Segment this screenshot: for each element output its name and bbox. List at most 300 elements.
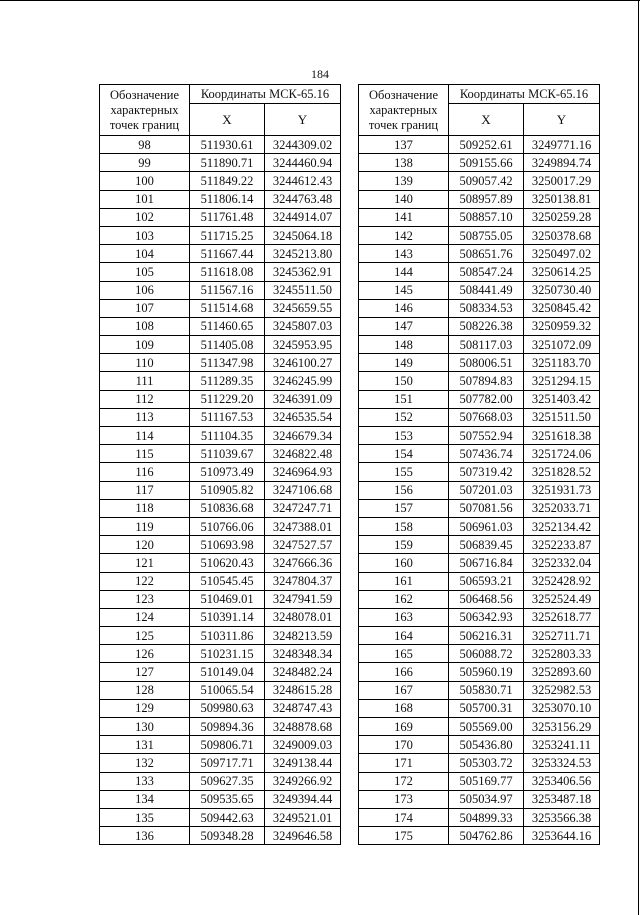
- y-coordinate-cell: 3246100.27: [265, 354, 341, 372]
- table-row: [100, 427, 341, 445]
- point-id-cell: 115: [100, 445, 190, 463]
- x-coordinate-cell: 505436.80: [449, 736, 524, 754]
- y-coordinate-cell: 3245807.03: [265, 317, 341, 335]
- y-coordinate-cell: 3248615.28: [265, 681, 341, 699]
- y-coordinate-cell: 3253406.56: [524, 772, 600, 790]
- table-row: [100, 408, 341, 426]
- point-id-cell: 144: [359, 263, 449, 281]
- point-id-cell: 166: [359, 663, 449, 681]
- point-id-cell: 165: [359, 645, 449, 663]
- table-row: [100, 736, 341, 754]
- table-row: [359, 718, 600, 736]
- y-coordinate-cell: 3252033.71: [524, 499, 600, 517]
- table-row: [359, 245, 600, 263]
- y-coordinate-cell: 3245362.91: [265, 263, 341, 281]
- table-row: [100, 317, 341, 335]
- x-coordinate-cell: 506342.93: [449, 608, 524, 626]
- x-coordinate-cell: 509442.63: [190, 808, 265, 826]
- table-row: [359, 463, 600, 481]
- y-coordinate-cell: 3250845.42: [524, 299, 600, 317]
- y-coordinate-cell: 3249394.44: [265, 790, 341, 808]
- point-id-cell: 124: [100, 608, 190, 626]
- table-row: [100, 572, 341, 590]
- table-row: [359, 536, 600, 554]
- table-row: [359, 445, 600, 463]
- header-point-id-line: Обозначение: [109, 87, 180, 102]
- x-coordinate-cell: 506593.21: [449, 572, 524, 590]
- point-id-cell: 135: [100, 808, 190, 826]
- x-coordinate-cell: 509894.36: [190, 718, 265, 736]
- x-coordinate-cell: 511567.16: [190, 281, 265, 299]
- point-id-cell: 110: [100, 354, 190, 372]
- point-id-cell: 149: [359, 354, 449, 372]
- y-coordinate-cell: 3253324.53: [524, 754, 600, 772]
- x-coordinate-cell: 507668.03: [449, 408, 524, 426]
- point-id-cell: 126: [100, 645, 190, 663]
- y-coordinate-cell: 3249266.92: [265, 772, 341, 790]
- point-id-cell: 108: [100, 317, 190, 335]
- table-row: [100, 208, 341, 226]
- y-coordinate-cell: 3252332.04: [524, 554, 600, 572]
- table-row: [100, 790, 341, 808]
- x-coordinate-cell: 510545.45: [190, 572, 265, 590]
- table-body-right: [359, 136, 600, 845]
- table-row: [100, 536, 341, 554]
- x-coordinate-cell: 510311.86: [190, 627, 265, 645]
- table-row: [359, 627, 600, 645]
- table-row: [359, 190, 600, 208]
- point-id-cell: 104: [100, 245, 190, 263]
- point-id-cell: 172: [359, 772, 449, 790]
- point-id-cell: 143: [359, 245, 449, 263]
- point-id-cell: 120: [100, 536, 190, 554]
- x-coordinate-cell: 507319.42: [449, 463, 524, 481]
- y-coordinate-cell: 3251511.50: [524, 408, 600, 426]
- point-id-cell: 158: [359, 517, 449, 535]
- point-id-cell: 100: [100, 172, 190, 190]
- point-id-cell: 139: [359, 172, 449, 190]
- table-row: [359, 136, 600, 154]
- x-coordinate-cell: 505830.71: [449, 681, 524, 699]
- header-coordinates: Координаты МСК-65.16: [449, 85, 600, 104]
- point-id-cell: 130: [100, 718, 190, 736]
- table-row: [100, 154, 341, 172]
- x-coordinate-cell: 511347.98: [190, 354, 265, 372]
- y-coordinate-cell: 3245953.95: [265, 336, 341, 354]
- x-coordinate-cell: 511104.35: [190, 427, 265, 445]
- y-coordinate-cell: 3244763.48: [265, 190, 341, 208]
- header-x: X: [190, 104, 265, 136]
- y-coordinate-cell: 3252982.53: [524, 681, 600, 699]
- x-coordinate-cell: 506961.03: [449, 517, 524, 535]
- table-row: [359, 354, 600, 372]
- point-id-cell: 118: [100, 499, 190, 517]
- table-row: [100, 663, 341, 681]
- x-coordinate-cell: 511930.61: [190, 136, 265, 154]
- x-coordinate-cell: 510391.14: [190, 608, 265, 626]
- y-coordinate-cell: 3251828.52: [524, 463, 600, 481]
- y-coordinate-cell: 3249009.03: [265, 736, 341, 754]
- table-row: [359, 299, 600, 317]
- y-coordinate-cell: 3248078.01: [265, 608, 341, 626]
- x-coordinate-cell: 511715.25: [190, 226, 265, 244]
- point-id-cell: 146: [359, 299, 449, 317]
- point-id-cell: 142: [359, 226, 449, 244]
- point-id-cell: 140: [359, 190, 449, 208]
- point-id-cell: 174: [359, 808, 449, 826]
- x-coordinate-cell: 505303.72: [449, 754, 524, 772]
- x-coordinate-cell: 511405.08: [190, 336, 265, 354]
- point-id-cell: 147: [359, 317, 449, 335]
- y-coordinate-cell: 3250614.25: [524, 263, 600, 281]
- x-coordinate-cell: 505960.19: [449, 663, 524, 681]
- point-id-cell: 116: [100, 463, 190, 481]
- x-coordinate-cell: 507894.83: [449, 372, 524, 390]
- table-row: [359, 390, 600, 408]
- y-coordinate-cell: 3252803.33: [524, 645, 600, 663]
- x-coordinate-cell: 511289.35: [190, 372, 265, 390]
- table-row: [359, 772, 600, 790]
- table-row: [359, 699, 600, 717]
- y-coordinate-cell: 3247666.36: [265, 554, 341, 572]
- y-coordinate-cell: 3251618.38: [524, 427, 600, 445]
- table-row: [100, 827, 341, 845]
- x-coordinate-cell: 508441.49: [449, 281, 524, 299]
- x-coordinate-cell: 511618.08: [190, 263, 265, 281]
- table-body-left: [100, 136, 341, 845]
- table-row: [100, 354, 341, 372]
- table-row: [100, 590, 341, 608]
- table-row: [359, 517, 600, 535]
- header-x: X: [449, 104, 524, 136]
- y-coordinate-cell: 3252618.77: [524, 608, 600, 626]
- point-id-cell: 103: [100, 226, 190, 244]
- y-coordinate-cell: 3253487.18: [524, 790, 600, 808]
- table-row: [359, 572, 600, 590]
- table-row: [100, 190, 341, 208]
- point-id-cell: 129: [100, 699, 190, 717]
- table-row: [359, 372, 600, 390]
- x-coordinate-cell: 511667.44: [190, 245, 265, 263]
- table-row: [359, 408, 600, 426]
- page-number: 184: [311, 67, 329, 81]
- x-coordinate-cell: 510149.04: [190, 663, 265, 681]
- x-coordinate-cell: 508334.53: [449, 299, 524, 317]
- point-id-cell: 109: [100, 336, 190, 354]
- header-point-id-line: Обозначение: [368, 87, 439, 102]
- y-coordinate-cell: 3250259.28: [524, 208, 600, 226]
- table-row: [100, 554, 341, 572]
- y-coordinate-cell: 3249771.16: [524, 136, 600, 154]
- point-id-cell: 114: [100, 427, 190, 445]
- point-id-cell: 171: [359, 754, 449, 772]
- y-coordinate-cell: 3252233.87: [524, 536, 600, 554]
- x-coordinate-cell: 511890.71: [190, 154, 265, 172]
- table-row: [100, 390, 341, 408]
- table-row: [359, 754, 600, 772]
- y-coordinate-cell: 3249646.58: [265, 827, 341, 845]
- y-coordinate-cell: 3248878.68: [265, 718, 341, 736]
- header-y: Y: [265, 104, 341, 136]
- y-coordinate-cell: 3247804.37: [265, 572, 341, 590]
- x-coordinate-cell: 506088.72: [449, 645, 524, 663]
- point-id-cell: 123: [100, 590, 190, 608]
- x-coordinate-cell: 511039.67: [190, 445, 265, 463]
- x-coordinate-cell: 506716.84: [449, 554, 524, 572]
- header-point-id-line: характерных: [110, 102, 179, 117]
- x-coordinate-cell: 510836.68: [190, 499, 265, 517]
- table-row: [100, 481, 341, 499]
- y-coordinate-cell: 3245511.50: [265, 281, 341, 299]
- table-row: [359, 263, 600, 281]
- y-coordinate-cell: 3244460.94: [265, 154, 341, 172]
- x-coordinate-cell: 509535.65: [190, 790, 265, 808]
- point-id-cell: 157: [359, 499, 449, 517]
- x-coordinate-cell: 509155.66: [449, 154, 524, 172]
- point-id-cell: 134: [100, 790, 190, 808]
- point-id-cell: 105: [100, 263, 190, 281]
- header-point-id: [359, 85, 449, 136]
- coordinates-table-right: [358, 84, 600, 845]
- table-row: [100, 463, 341, 481]
- point-id-cell: 150: [359, 372, 449, 390]
- point-id-cell: 138: [359, 154, 449, 172]
- y-coordinate-cell: 3247941.59: [265, 590, 341, 608]
- table-row: [359, 317, 600, 335]
- y-coordinate-cell: 3245213.80: [265, 245, 341, 263]
- table-row: [359, 154, 600, 172]
- y-coordinate-cell: 3248213.59: [265, 627, 341, 645]
- point-id-cell: 121: [100, 554, 190, 572]
- x-coordinate-cell: 509806.71: [190, 736, 265, 754]
- table-row: [100, 608, 341, 626]
- point-id-cell: 148: [359, 336, 449, 354]
- point-id-cell: 173: [359, 790, 449, 808]
- x-coordinate-cell: 508857.10: [449, 208, 524, 226]
- point-id-cell: 106: [100, 281, 190, 299]
- point-id-cell: 163: [359, 608, 449, 626]
- table-row: [100, 627, 341, 645]
- header-y: Y: [524, 104, 600, 136]
- x-coordinate-cell: 507201.03: [449, 481, 524, 499]
- point-id-cell: 164: [359, 627, 449, 645]
- x-coordinate-cell: 510469.01: [190, 590, 265, 608]
- point-id-cell: 136: [100, 827, 190, 845]
- point-id-cell: 169: [359, 718, 449, 736]
- table-row: [100, 754, 341, 772]
- x-coordinate-cell: 508547.24: [449, 263, 524, 281]
- y-coordinate-cell: 3252711.71: [524, 627, 600, 645]
- table-row: [100, 172, 341, 190]
- header-point-id-line: точек границ: [368, 117, 439, 132]
- point-id-cell: 133: [100, 772, 190, 790]
- x-coordinate-cell: 510766.06: [190, 517, 265, 535]
- table-row: [100, 226, 341, 244]
- x-coordinate-cell: 510693.98: [190, 536, 265, 554]
- y-coordinate-cell: 3253070.10: [524, 699, 600, 717]
- y-coordinate-cell: 3246535.54: [265, 408, 341, 426]
- header-coordinates: Координаты МСК-65.16: [190, 85, 341, 104]
- table-row: [100, 718, 341, 736]
- x-coordinate-cell: 510065.54: [190, 681, 265, 699]
- point-id-cell: 127: [100, 663, 190, 681]
- point-id-cell: 101: [100, 190, 190, 208]
- y-coordinate-cell: 3250017.29: [524, 172, 600, 190]
- y-coordinate-cell: 3251403.42: [524, 390, 600, 408]
- x-coordinate-cell: 509627.35: [190, 772, 265, 790]
- point-id-cell: 160: [359, 554, 449, 572]
- point-id-cell: 167: [359, 681, 449, 699]
- point-id-cell: 113: [100, 408, 190, 426]
- y-coordinate-cell: 3250378.68: [524, 226, 600, 244]
- table-row: [100, 372, 341, 390]
- y-coordinate-cell: 3247247.71: [265, 499, 341, 517]
- x-coordinate-cell: 508957.89: [449, 190, 524, 208]
- table-row: [100, 245, 341, 263]
- point-id-cell: 170: [359, 736, 449, 754]
- table-row: [359, 554, 600, 572]
- point-id-cell: 151: [359, 390, 449, 408]
- point-id-cell: 159: [359, 536, 449, 554]
- y-coordinate-cell: 3246679.34: [265, 427, 341, 445]
- point-id-cell: 131: [100, 736, 190, 754]
- table-row: [359, 608, 600, 626]
- point-id-cell: 102: [100, 208, 190, 226]
- y-coordinate-cell: 3246964.93: [265, 463, 341, 481]
- point-id-cell: 141: [359, 208, 449, 226]
- x-coordinate-cell: 509980.63: [190, 699, 265, 717]
- point-id-cell: 175: [359, 827, 449, 845]
- coordinates-table-left: [99, 84, 341, 845]
- point-id-cell: 153: [359, 427, 449, 445]
- point-id-cell: 155: [359, 463, 449, 481]
- table-row: [359, 226, 600, 244]
- y-coordinate-cell: 3251724.06: [524, 445, 600, 463]
- table-row: [100, 808, 341, 826]
- x-coordinate-cell: 505169.77: [449, 772, 524, 790]
- y-coordinate-cell: 3246245.99: [265, 372, 341, 390]
- y-coordinate-cell: 3250138.81: [524, 190, 600, 208]
- y-coordinate-cell: 3251072.09: [524, 336, 600, 354]
- x-coordinate-cell: 510973.49: [190, 463, 265, 481]
- x-coordinate-cell: 506468.56: [449, 590, 524, 608]
- point-id-cell: 117: [100, 481, 190, 499]
- scan-border-top: [0, 0, 640, 1]
- y-coordinate-cell: 3252428.92: [524, 572, 600, 590]
- table-row: [100, 772, 341, 790]
- y-coordinate-cell: 3249894.74: [524, 154, 600, 172]
- point-id-cell: 152: [359, 408, 449, 426]
- x-coordinate-cell: 507081.56: [449, 499, 524, 517]
- y-coordinate-cell: 3244309.02: [265, 136, 341, 154]
- y-coordinate-cell: 3248482.24: [265, 663, 341, 681]
- point-id-cell: 132: [100, 754, 190, 772]
- x-coordinate-cell: 509348.28: [190, 827, 265, 845]
- x-coordinate-cell: 511229.20: [190, 390, 265, 408]
- x-coordinate-cell: 506216.31: [449, 627, 524, 645]
- y-coordinate-cell: 3245659.55: [265, 299, 341, 317]
- point-id-cell: 162: [359, 590, 449, 608]
- y-coordinate-cell: 3247106.68: [265, 481, 341, 499]
- y-coordinate-cell: 3245064.18: [265, 226, 341, 244]
- x-coordinate-cell: 510231.15: [190, 645, 265, 663]
- point-id-cell: 168: [359, 699, 449, 717]
- y-coordinate-cell: 3244914.07: [265, 208, 341, 226]
- x-coordinate-cell: 509057.42: [449, 172, 524, 190]
- point-id-cell: 98: [100, 136, 190, 154]
- y-coordinate-cell: 3247527.57: [265, 536, 341, 554]
- x-coordinate-cell: 507436.74: [449, 445, 524, 463]
- table-row: [359, 590, 600, 608]
- table-row: [359, 736, 600, 754]
- y-coordinate-cell: 3253566.38: [524, 808, 600, 826]
- table-row: [100, 645, 341, 663]
- y-coordinate-cell: 3253241.11: [524, 736, 600, 754]
- x-coordinate-cell: 508755.05: [449, 226, 524, 244]
- point-id-cell: 122: [100, 572, 190, 590]
- table-row: [100, 136, 341, 154]
- x-coordinate-cell: 510905.82: [190, 481, 265, 499]
- point-id-cell: 154: [359, 445, 449, 463]
- table-row: [100, 281, 341, 299]
- x-coordinate-cell: 511849.22: [190, 172, 265, 190]
- point-id-cell: 111: [100, 372, 190, 390]
- x-coordinate-cell: 508226.38: [449, 317, 524, 335]
- y-coordinate-cell: 3252524.49: [524, 590, 600, 608]
- header-point-id: [100, 85, 190, 136]
- table-row: [359, 336, 600, 354]
- y-coordinate-cell: 3247388.01: [265, 517, 341, 535]
- x-coordinate-cell: 507552.94: [449, 427, 524, 445]
- y-coordinate-cell: 3246822.48: [265, 445, 341, 463]
- x-coordinate-cell: 508651.76: [449, 245, 524, 263]
- table-row: [359, 499, 600, 517]
- table-row: [100, 499, 341, 517]
- table-row: [100, 445, 341, 463]
- table-row: [359, 827, 600, 845]
- x-coordinate-cell: 511460.65: [190, 317, 265, 335]
- y-coordinate-cell: 3252893.60: [524, 663, 600, 681]
- y-coordinate-cell: 3244612.43: [265, 172, 341, 190]
- table-row: [100, 263, 341, 281]
- point-id-cell: 107: [100, 299, 190, 317]
- table-row: [359, 208, 600, 226]
- x-coordinate-cell: 505569.00: [449, 718, 524, 736]
- y-coordinate-cell: 3250959.32: [524, 317, 600, 335]
- point-id-cell: 137: [359, 136, 449, 154]
- y-coordinate-cell: 3250730.40: [524, 281, 600, 299]
- y-coordinate-cell: 3246391.09: [265, 390, 341, 408]
- header-point-id-line: характерных: [369, 102, 438, 117]
- x-coordinate-cell: 505700.31: [449, 699, 524, 717]
- point-id-cell: 161: [359, 572, 449, 590]
- table-row: [359, 681, 600, 699]
- x-coordinate-cell: 511761.48: [190, 208, 265, 226]
- x-coordinate-cell: 509717.71: [190, 754, 265, 772]
- y-coordinate-cell: 3249521.01: [265, 808, 341, 826]
- scan-border-right: [638, 0, 639, 915]
- table-row: [100, 299, 341, 317]
- y-coordinate-cell: 3248348.34: [265, 645, 341, 663]
- y-coordinate-cell: 3253644.16: [524, 827, 600, 845]
- x-coordinate-cell: 508117.03: [449, 336, 524, 354]
- table-row: [359, 790, 600, 808]
- table-row: [359, 481, 600, 499]
- x-coordinate-cell: 508006.51: [449, 354, 524, 372]
- y-coordinate-cell: 3250497.02: [524, 245, 600, 263]
- table-row: [359, 663, 600, 681]
- table-row: [100, 336, 341, 354]
